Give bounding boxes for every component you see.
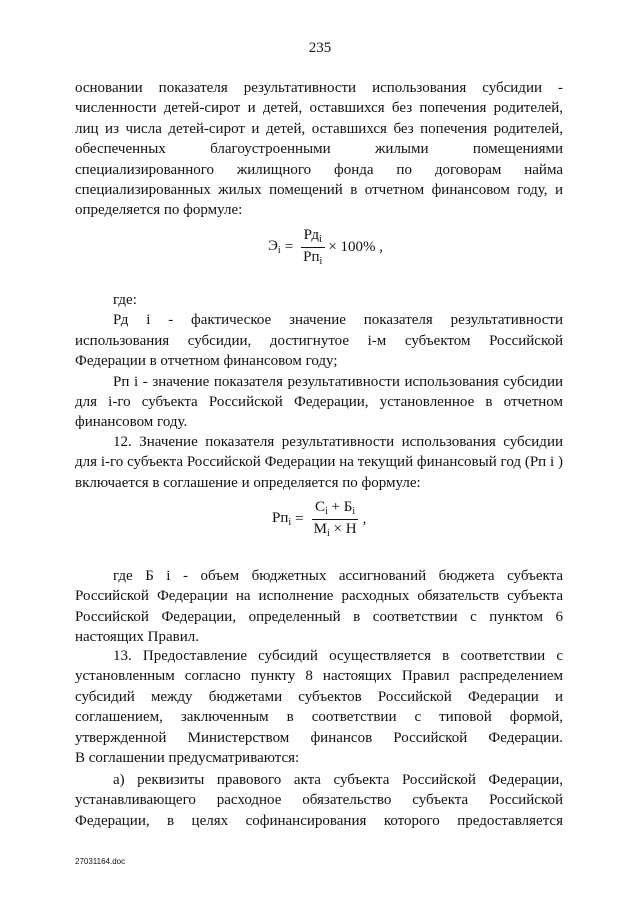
text-line: В соглашении предусматриваются: <box>75 750 300 767</box>
text-line: основании показателя результативности использования субсидии - <box>75 80 563 96</box>
paragraph-13 <box>75 646 563 768</box>
text-line: специализированного жилищного фонда по договорам найма <box>75 161 563 178</box>
formula-numerator: $Рд_i$ <box>301 228 325 248</box>
text-line: лиц из числа детей-сирот и детей, оставшихся без попечения родителей, <box>75 120 563 137</box>
page-number: 235 <box>308 40 332 56</box>
text-line: для i-го субъекта Российской Федерации, установленное в отчетном <box>75 394 563 411</box>
text-line: специализированных жилых помещений в отчетном финансовом году, и <box>75 182 563 199</box>
text-line: обеспеченных благоустроенными жилыми помещениями <box>75 141 563 158</box>
text-line: соглашением, заключенным в соответствии с типовой формой, <box>75 709 563 726</box>
formula-lhs: $Рп_i$ <box>272 510 292 528</box>
formula-lhs: $Э_i$ <box>268 238 281 256</box>
text-line: субсидий между бюджетами субъектов Российской Федерации и <box>75 688 563 705</box>
text-line: утвержденной Министерством финансов Российской Федерации. <box>75 729 563 746</box>
text-line: численности детей-сирот и детей, оставшихся без попечения родителей, <box>75 100 563 117</box>
text-line: Федерации в отчетном финансовом году; <box>75 353 338 370</box>
formula-denominator: $Рп_i$ <box>303 249 323 267</box>
intro-paragraph <box>75 78 563 221</box>
formula-denominator: $М_i \times Н$ <box>313 521 357 539</box>
file-name-footer: 27031164.doc <box>75 857 126 866</box>
text-line: использования субсидии, достигнутое i-м субъектом Российской <box>75 332 563 349</box>
text-line: Российской Федерации на исполнение расходных обязательств субъекта <box>75 588 563 605</box>
formula-fraction <box>311 500 360 539</box>
formula-efficiency <box>268 228 383 267</box>
formula-fraction <box>300 228 325 267</box>
text-line: настоящих Правил. <box>75 629 199 646</box>
definitions-block <box>75 290 563 433</box>
text-line: Федерации, в целях софинансирования которого предоставляется <box>75 812 563 829</box>
formula-planned-value <box>272 500 366 539</box>
formula-numerator: $С_i + Б_i$ <box>312 500 358 520</box>
formula-equals: = <box>295 511 304 527</box>
text-line: для i-го субъекта Российской Федерации на текущий финансовый год (Рп i ) <box>75 454 563 471</box>
definition-b <box>75 566 563 648</box>
text-line: а) реквизиты правового акта субъекта Российской Федерации, <box>113 772 563 788</box>
paragraph-12 <box>75 432 563 493</box>
text-line: устанавливающего расходное обязательство субъекта Российской <box>75 792 563 809</box>
list-item-a <box>75 770 563 831</box>
text-line: финансовом году. <box>75 414 188 431</box>
formula-equals: = <box>284 239 294 255</box>
text-line: включается в соглашение и определяется по формуле: <box>75 474 421 491</box>
text-line: Рд i - фактическое значение показателя результативности <box>113 312 563 329</box>
text-line: определяется по формуле: <box>75 202 243 219</box>
formula-tail: , <box>362 511 367 527</box>
where-label: где: <box>113 292 137 308</box>
text-line: 12. Значение показателя результативности использования субсидии <box>113 434 563 450</box>
text-line: установленным согласно пункту 8 настоящих Правил распределением <box>75 668 563 685</box>
text-line: Российской Федерации, определенный в соответствии с пунктом 6 <box>75 608 563 625</box>
text-line: где Б i - объем бюджетных ассигнований бюджета субъекта <box>113 568 563 584</box>
text-line: Рп i - значение показателя результативности использования субсидии <box>113 373 563 390</box>
text-line: 13. Предоставление субсидий осуществляется в соответствии с <box>113 648 563 664</box>
formula-tail: × 100% , <box>328 239 384 255</box>
